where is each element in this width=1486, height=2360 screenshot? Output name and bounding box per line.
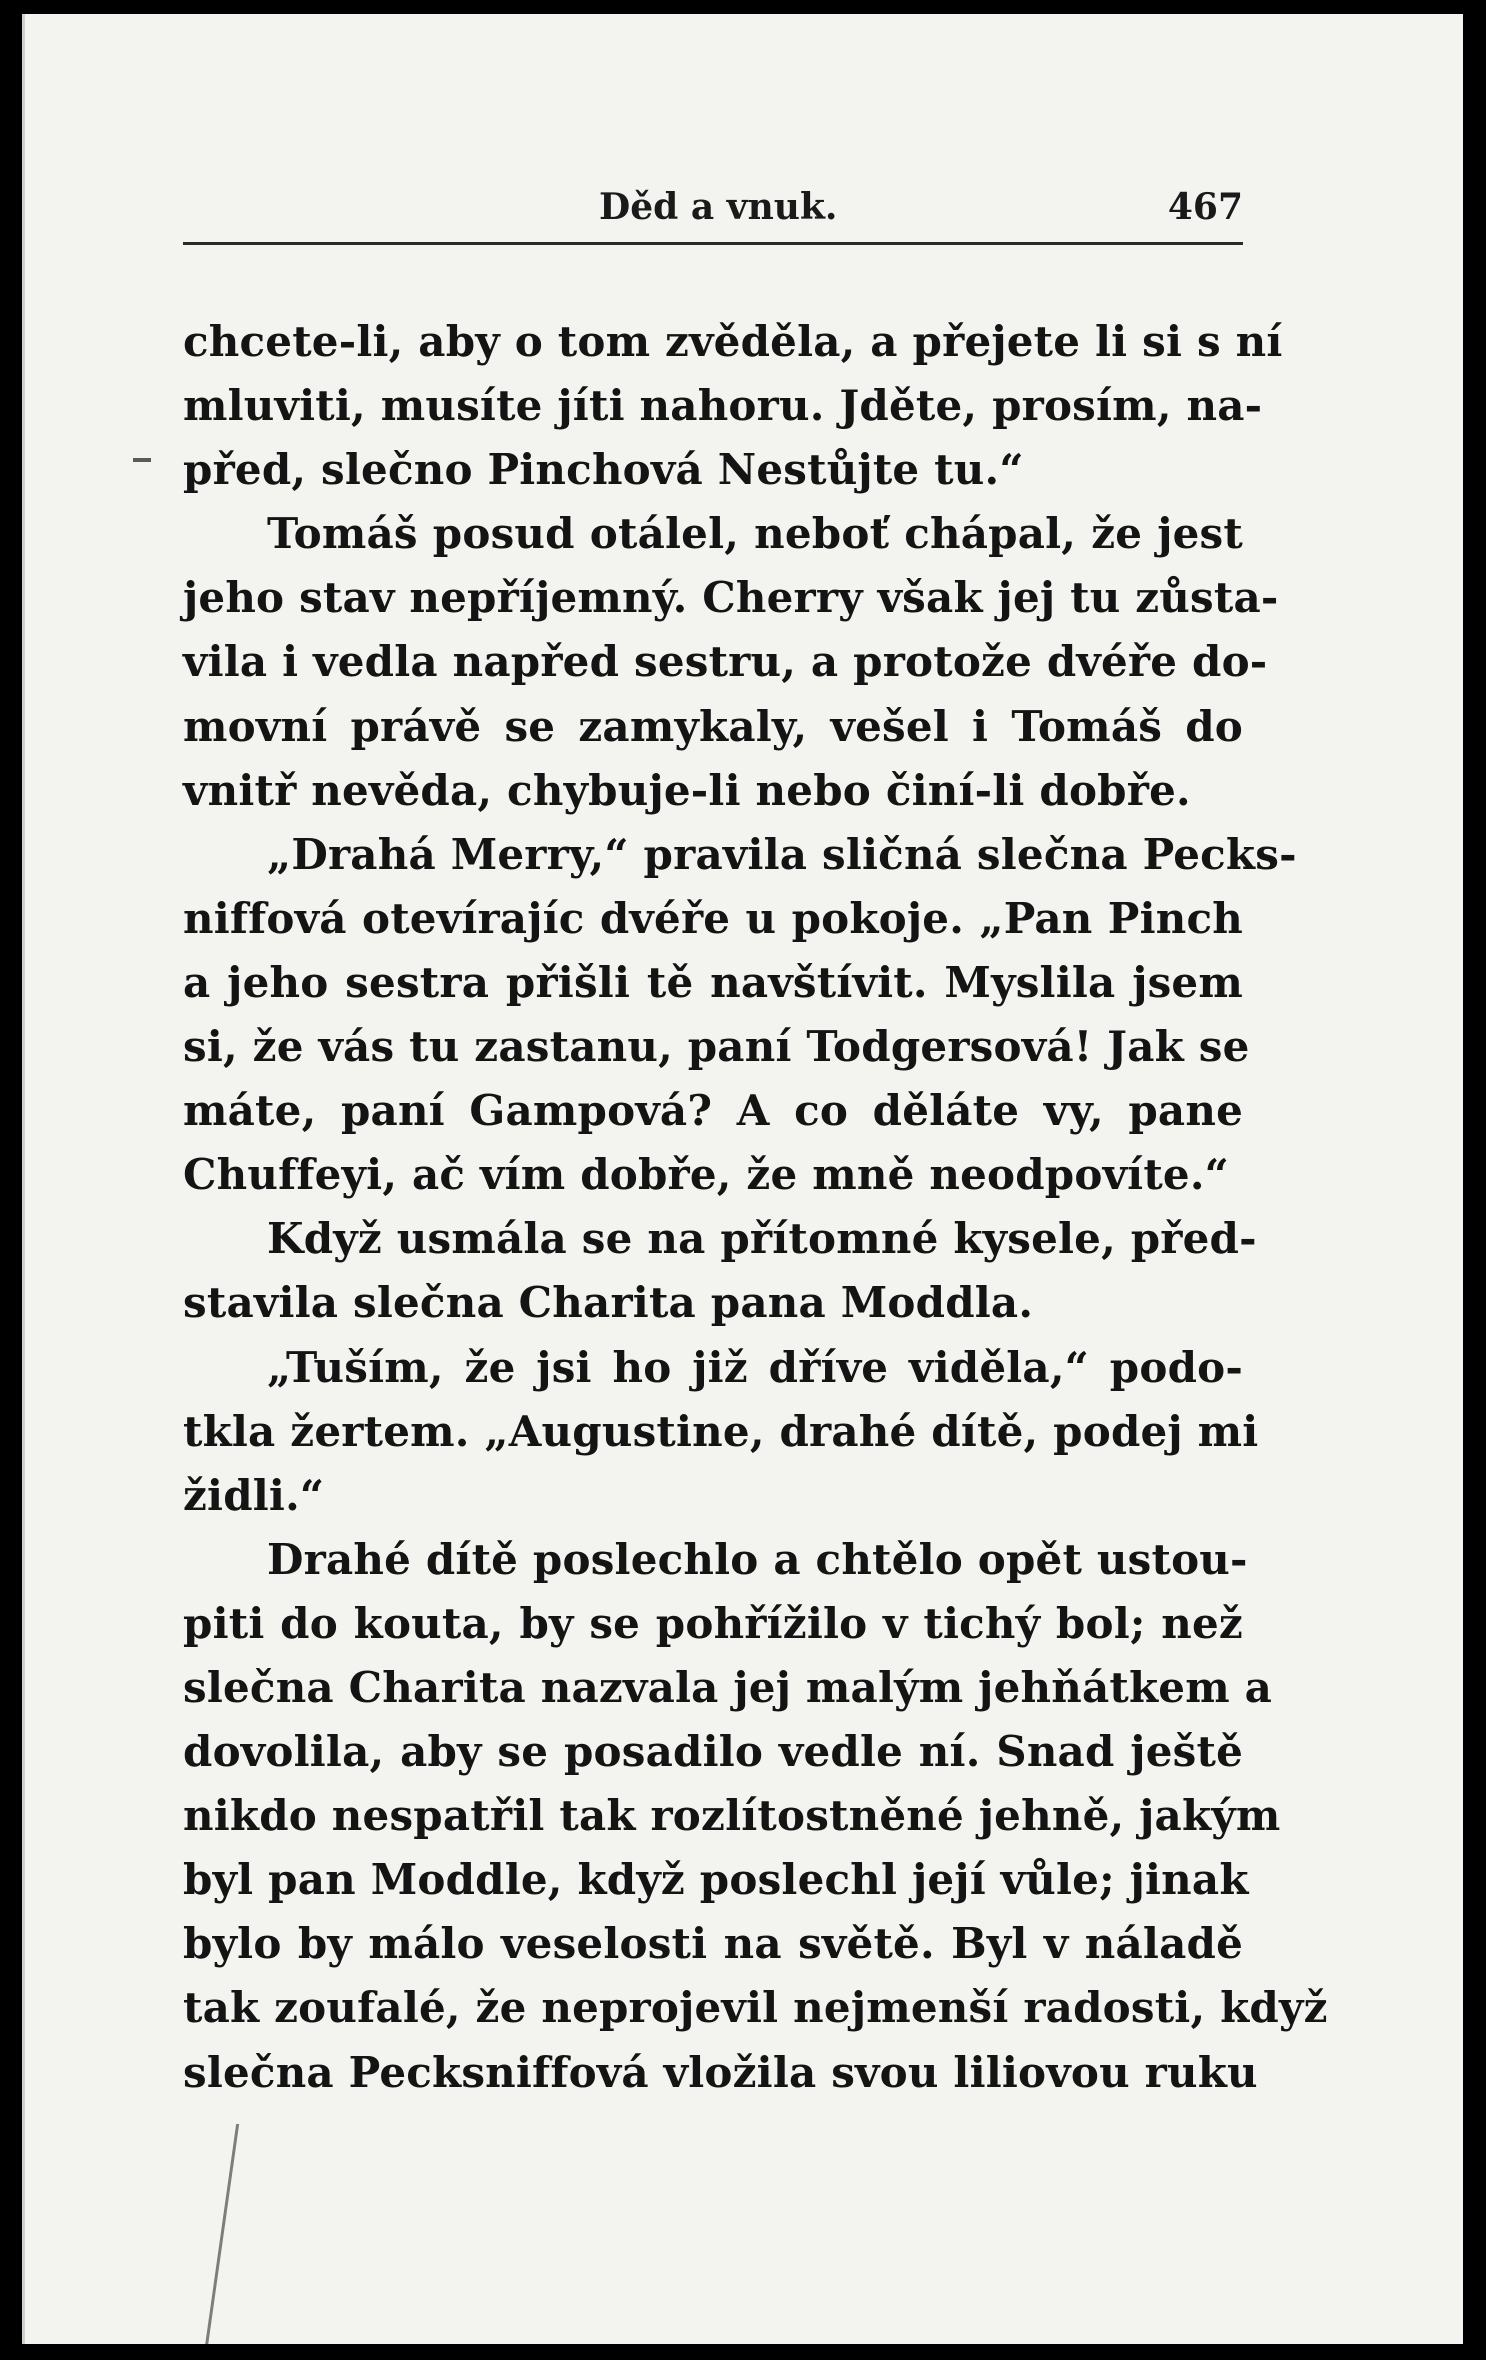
book-page — [22, 14, 1463, 2344]
text-line: nikdo nespatřil tak rozlítostněné jehně, jakým — [183, 1791, 1281, 1841]
text-line: máte, paní Gampová? A co děláte vy, pane — [183, 1086, 1243, 1136]
running-title: Děd a vnuk. — [599, 186, 838, 228]
text-line: jeho stav nepříjemný. Cherry však jej tu zůsta- — [183, 573, 1279, 623]
text-line: vnitř nevěda, chybuje-li nebo činí-li dobře. — [183, 765, 1191, 815]
text-line: bylo by málo veselosti na světě. Byl v náladě — [183, 1919, 1243, 1969]
text-line: niffová otevírajíc dvéře u pokoje. „Pan Pinch — [183, 893, 1243, 943]
text-line: piti do kouta, by se pohřížilo v tichý bol; než — [183, 1598, 1243, 1648]
text-line: tak zoufalé, že neprojevil nejmenší radosti, když — [183, 1983, 1328, 2033]
text-line: Chuffeyi, ač vím dobře, že mně neodpovíte.“ — [183, 1150, 1230, 1200]
text-line: chcete-li, aby o tom zvěděla, a přejete li si s ní — [183, 317, 1283, 366]
text-line: Tomáš posud otálel, neboť chápal, že jest — [267, 509, 1243, 559]
text-line: Drahé dítě poslechlo a chtělo opět ustou- — [267, 1534, 1248, 1584]
text-line: slečna Pecksniffová vložila svou liliovou ruku — [183, 2047, 1258, 2097]
text-line: si, že vás tu zastanu, paní Todgersová! Jak se — [183, 1022, 1250, 1072]
text-line: byl pan Moddle, když poslechl její vůle; jinak — [183, 1855, 1249, 1905]
body-text — [183, 310, 1328, 2105]
page-header — [183, 182, 1243, 245]
text-line: slečna Charita nazvala jej malým jehňátkem a — [183, 1662, 1273, 1712]
text-line: vila i vedla napřed sestru, a protože dvéře do- — [183, 637, 1268, 687]
text-line: „Drahá Merry,“ pravila sličná slečna Pecks- — [267, 829, 1297, 879]
text-line: Když usmála se na přítomné kysele, před- — [267, 1214, 1257, 1264]
text-line: stavila slečna Charita pana Moddla. — [183, 1278, 1034, 1328]
text-line: před, slečno Pinchová Nestůjte tu.“ — [183, 445, 1024, 495]
text-line: dovolila, aby se posadilo vedle ní. Snad ještě — [183, 1727, 1243, 1777]
margin-mark — [133, 458, 151, 462]
page-fold-mark — [204, 2124, 319, 2344]
text-line: a jeho sestra přišli tě navštívit. Myslila jsem — [183, 957, 1243, 1007]
page-number: 467 — [1167, 186, 1243, 228]
text-line: mluviti, musíte jíti nahoru. Jděte, prosím, na- — [183, 381, 1263, 431]
text-line: tkla žertem. „Augustine, drahé dítě, podej mi — [183, 1406, 1259, 1456]
text-line: „Tuším, že jsi ho již dříve viděla,“ podo- — [267, 1342, 1243, 1392]
text-line: židli.“ — [183, 1470, 325, 1520]
text-line: movní právě se zamykaly, vešel i Tomáš do — [183, 701, 1243, 751]
